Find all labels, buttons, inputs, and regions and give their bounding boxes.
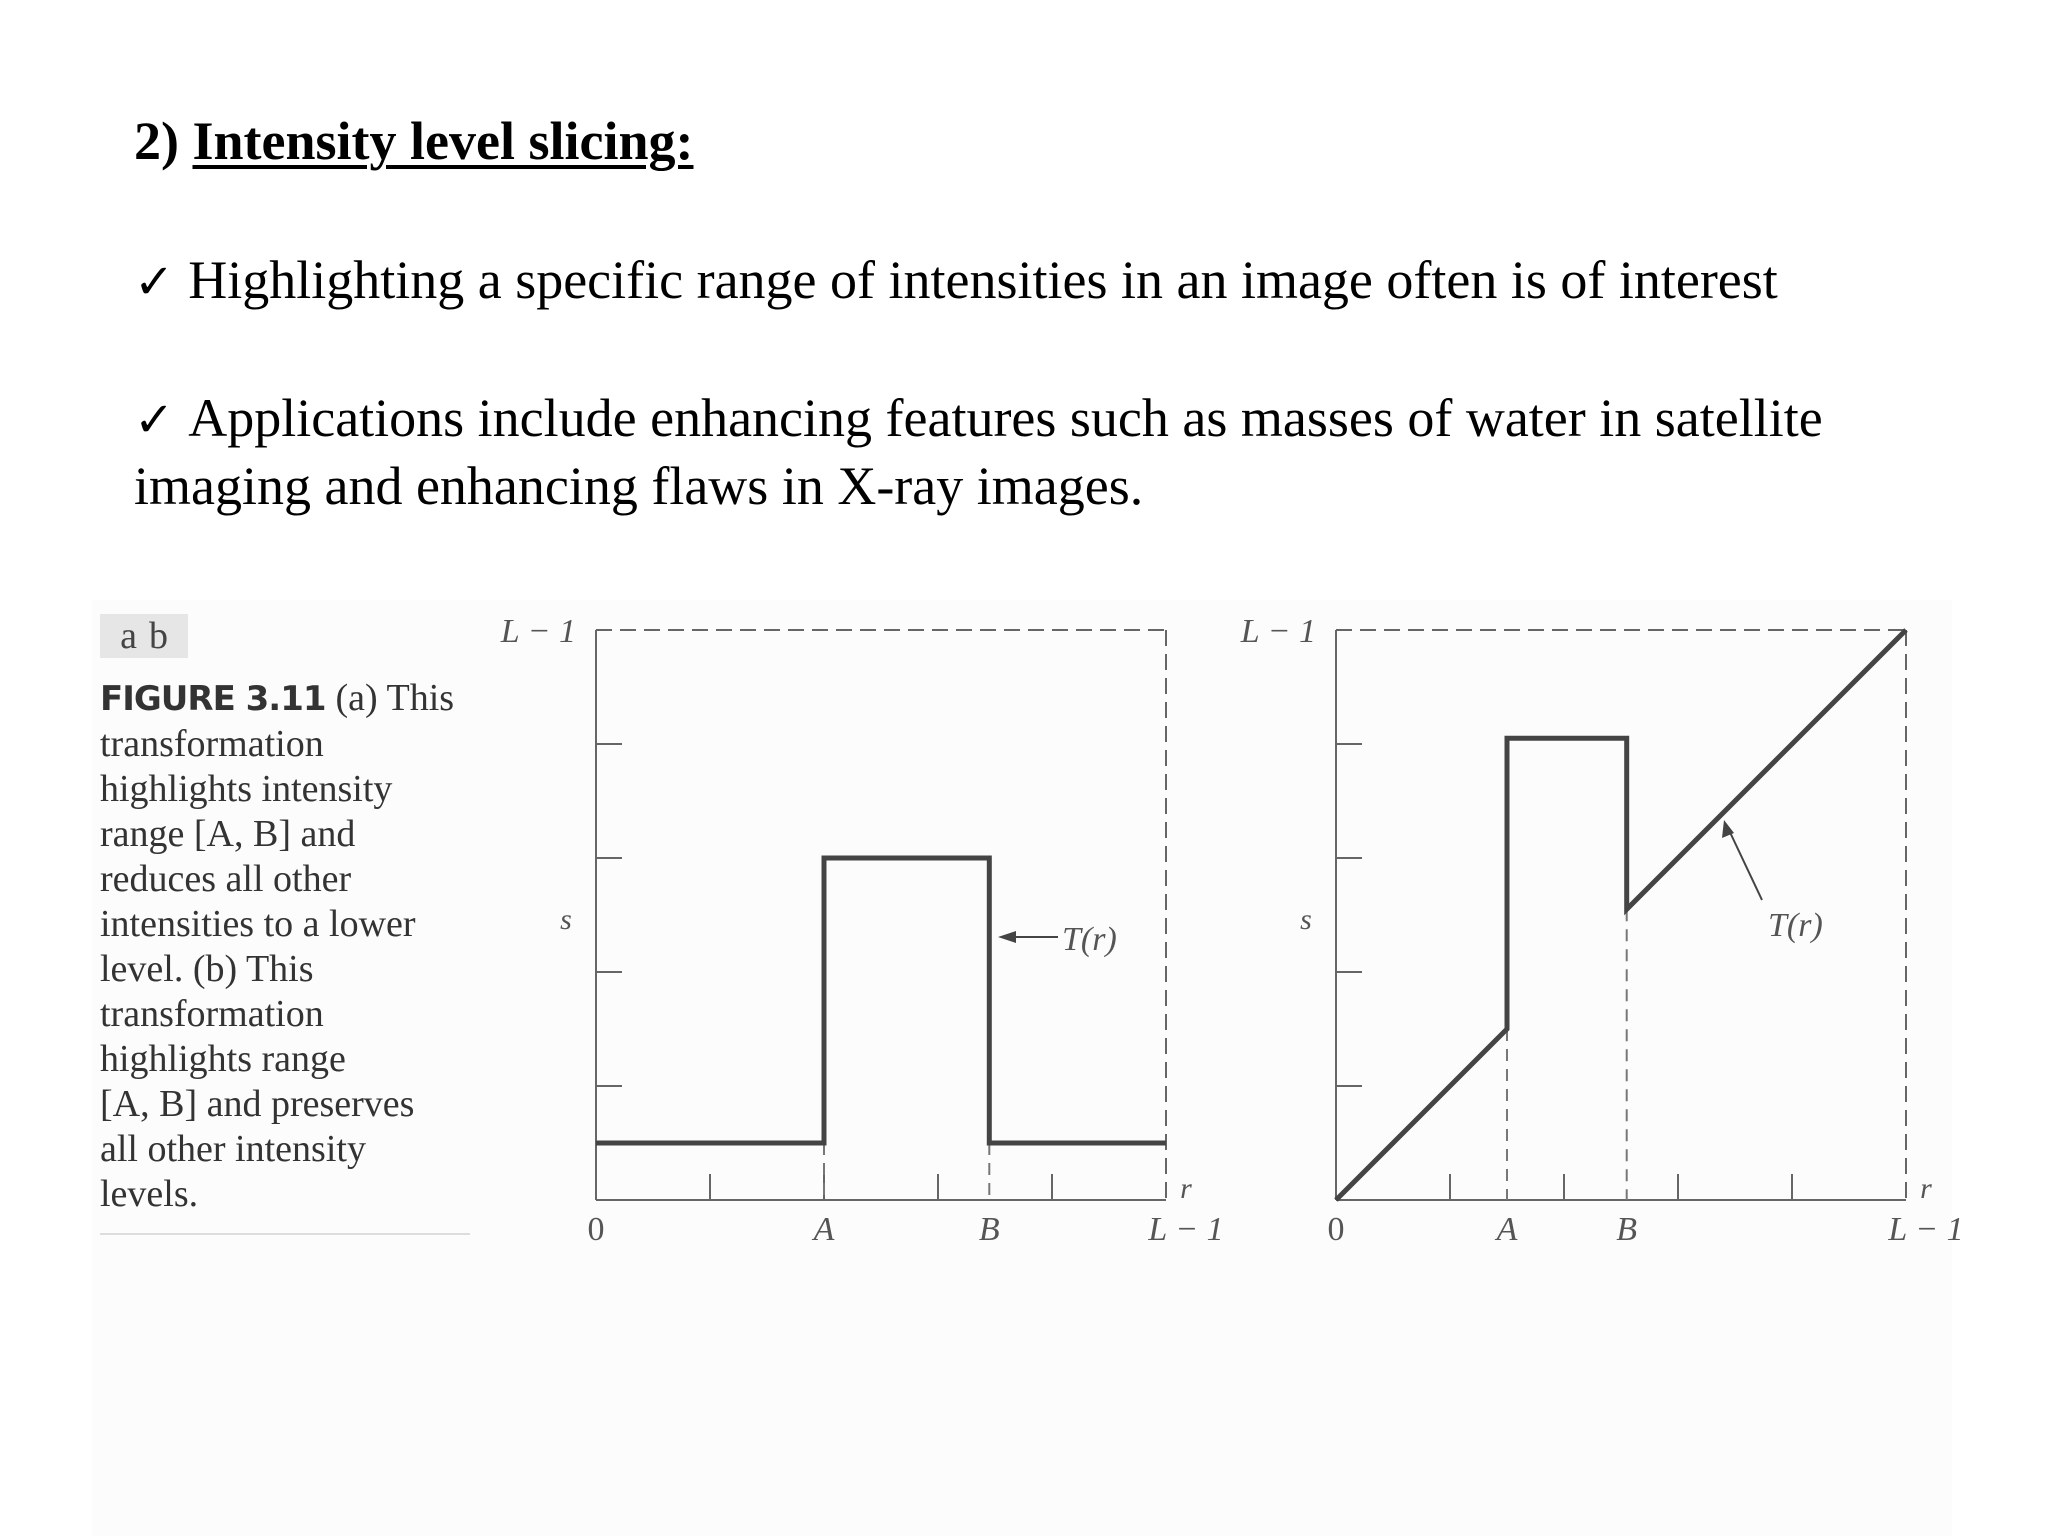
figure-panel-tag — [100, 614, 188, 658]
caption-line: level. (b) This — [100, 948, 314, 990]
y-axis-label: s — [1300, 903, 1312, 936]
curve-label: T(r) — [1062, 921, 1117, 958]
x-tick-label: L − 1 — [1888, 1211, 1964, 1248]
caption-divider — [100, 1233, 470, 1235]
caption-line: [A, B] and preserves — [100, 1083, 415, 1125]
figure-caption — [100, 676, 480, 1217]
y-axis-label: s — [560, 903, 572, 936]
caption-line: highlights range — [100, 1038, 346, 1080]
panel-label-b: b — [148, 615, 168, 657]
x-tick-label: 0 — [1327, 1211, 1345, 1248]
transform-curve — [596, 858, 1166, 1143]
x-tick-label: A — [813, 1211, 835, 1248]
caption-line: range [A, B] and — [100, 813, 356, 855]
y-top-label: L − 1 — [1240, 613, 1316, 650]
panel-label-a: a — [120, 615, 137, 657]
caption-line: levels. — [100, 1173, 199, 1215]
x-tick-label: L − 1 — [1148, 1211, 1224, 1248]
caption-line: (a) This — [335, 677, 455, 719]
caption-line: highlights intensity — [100, 768, 393, 810]
curve-label-arrow — [1728, 828, 1762, 900]
x-axis-label: r — [1180, 1172, 1192, 1205]
bullet-text: Highlighting a specific range of intensities in an image often is of interest — [188, 250, 1778, 310]
section-number: 2) — [134, 111, 179, 171]
caption-line: transformation — [100, 723, 324, 765]
caption-line: reduces all other — [100, 858, 352, 900]
x-tick-label: A — [1496, 1211, 1518, 1248]
x-tick-label: B — [1616, 1211, 1638, 1248]
bullet-text: imaging and enhancing flaws in X-ray images. — [134, 456, 1144, 516]
section-title: Intensity level slicing: — [192, 111, 694, 171]
figure-label: FIGURE 3.11 — [100, 679, 326, 719]
y-top-label: L − 1 — [500, 613, 576, 650]
bullet-applications-continued — [134, 452, 1143, 520]
bullet-applications — [134, 384, 1823, 454]
x-axis-label: r — [1920, 1172, 1932, 1205]
bullet-text: Applications include enhancing features such as masses of water in satellite — [188, 388, 1823, 448]
arrow-head-icon — [998, 931, 1016, 943]
caption-line: intensities to a lower — [100, 903, 416, 945]
section-heading — [134, 108, 693, 174]
chart-panel-a — [470, 600, 1230, 1260]
checkmark-icon: ✓ — [134, 392, 175, 448]
curve-label: T(r) — [1768, 907, 1823, 944]
bullet-highlighting — [134, 246, 1778, 316]
caption-line: transformation — [100, 993, 324, 1035]
chart-panel-b — [1210, 600, 1970, 1260]
x-tick-label: 0 — [587, 1211, 605, 1248]
checkmark-icon: ✓ — [134, 254, 175, 310]
x-tick-label: B — [978, 1211, 1000, 1248]
caption-line: all other intensity — [100, 1128, 366, 1170]
